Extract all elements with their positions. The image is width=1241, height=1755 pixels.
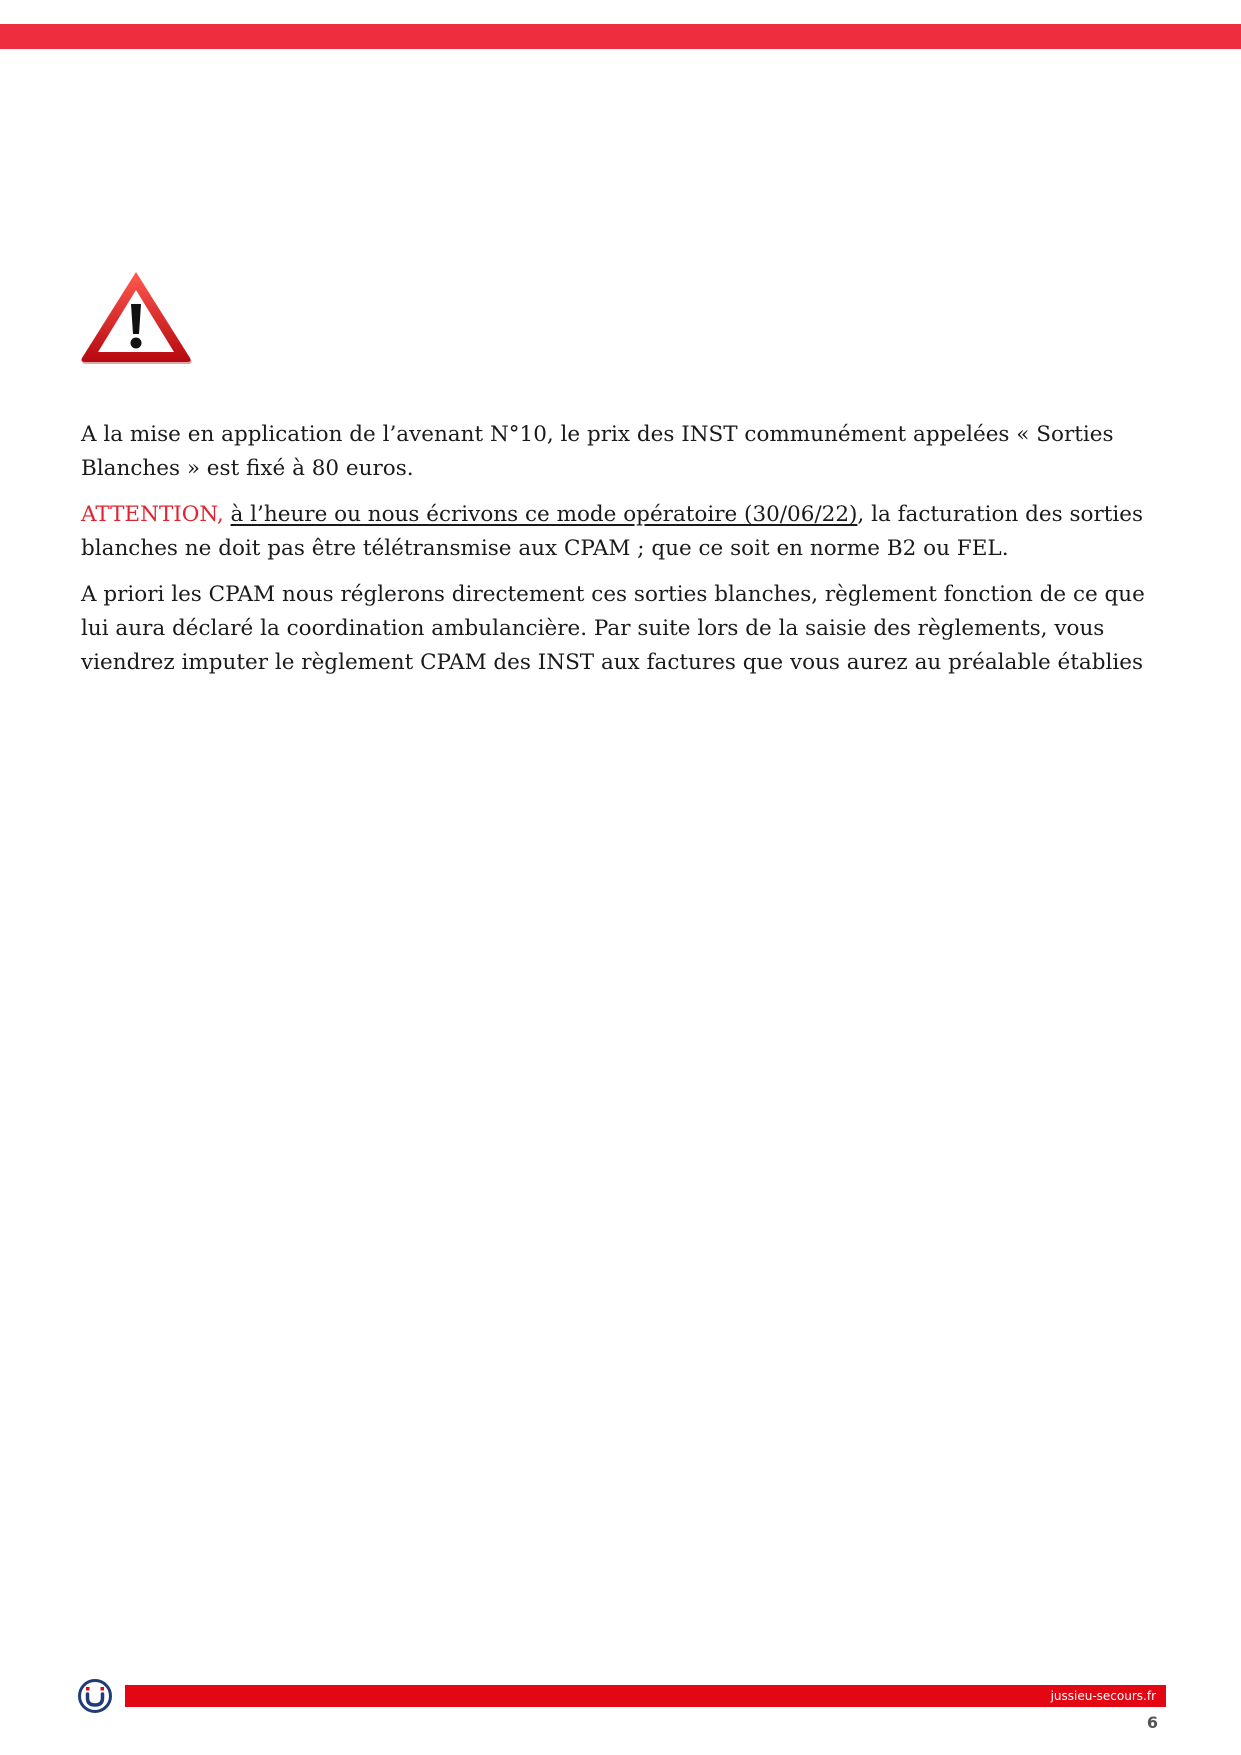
warning-triangle-icon xyxy=(78,268,194,364)
attention-label: ATTENTION, xyxy=(81,502,224,527)
page-number: 6 xyxy=(1146,1713,1158,1732)
paragraph-attention xyxy=(81,498,1171,566)
attention-date-note: à l’heure ou nous écrivons ce mode opératoire (30/06/22) xyxy=(230,502,858,527)
document-body xyxy=(81,418,1171,692)
paragraph-cpam: A priori les CPAM nous réglerons directement ces sorties blanches, règlement fonction de ce que lui aura déclaré la coordination ambulancière. Par suite lors de la saisie des règlements, vous viendrez imputer le règlement CPAM des INST aux factures que vous aurez au préalable établies xyxy=(81,582,1145,675)
attention-text: , la facturation des sorties blanches ne doit pas être télétransmise aux CPAM ; que ce soit en norme B2 ou FEL. xyxy=(81,502,1144,561)
paragraph-price: A la mise en application de l’avenant N°10, le prix des INST communément appelées « Sorties Blanches » est fixé à 80 euros. xyxy=(81,422,1114,481)
header-bar xyxy=(0,24,1241,49)
jussieu-secours-logo-icon xyxy=(77,1678,113,1714)
footer-website: jussieu-secours.fr xyxy=(1050,1689,1156,1703)
footer-bar xyxy=(125,1685,1166,1707)
